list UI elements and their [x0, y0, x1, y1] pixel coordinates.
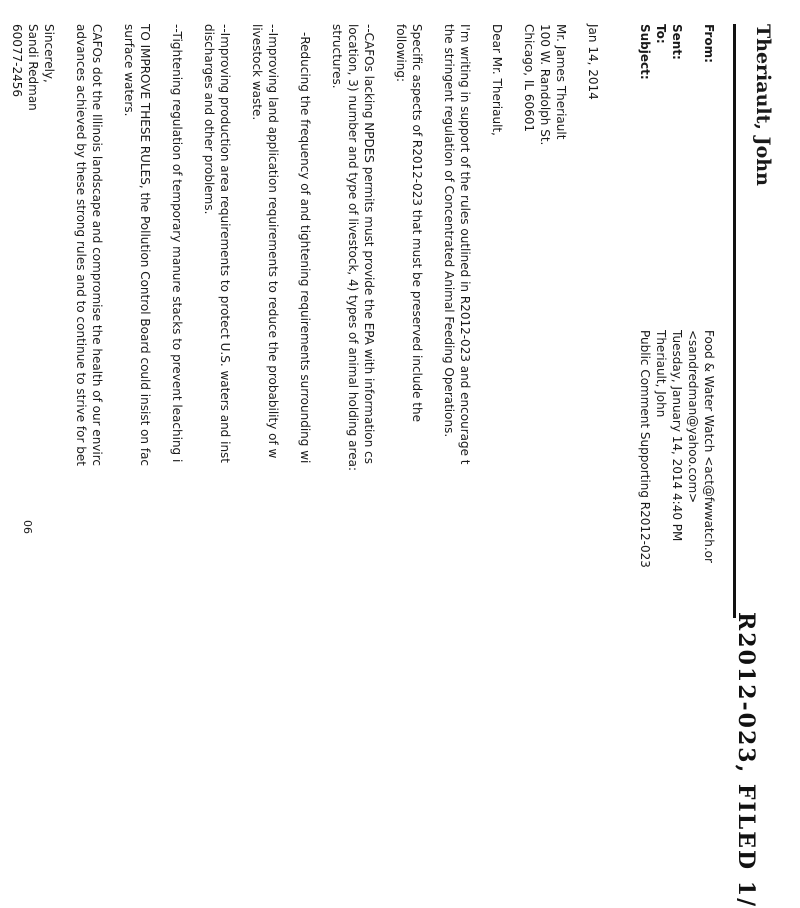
- paragraph-line: the stringent regulation of Concentrated Animal Feeding Operations.: [442, 24, 456, 438]
- list-item: --CAFOs lacking NPDES permits must provide the EPA with information cs: [362, 24, 376, 464]
- from-value: Food & Water Watch <act@fwwatch.or: [702, 330, 716, 563]
- paragraph-line: Specific aspects of R2012-023 that must be preserved include the: [410, 24, 424, 423]
- paragraph-line: TO IMPROVE THESE RULES, the Pollution Control Board could insist on fac: [138, 24, 152, 467]
- from-label: From:: [702, 24, 716, 63]
- list-item: -Reducing the frequency of and tightening requirements surrounding wi: [298, 32, 312, 464]
- to-value: Theriault, John: [654, 330, 668, 418]
- header-divider: [733, 24, 736, 618]
- paragraph-line: following:: [394, 24, 408, 82]
- paragraph-line: I'm writing in support of the rules outlined in R2012-023 and encourage t: [458, 24, 472, 465]
- subject-value: Public Comment Supporting R2012-023: [638, 330, 652, 568]
- list-item: discharges and other problems.: [202, 24, 216, 215]
- sender-name: Theriault, John: [752, 24, 774, 186]
- sent-label: Sent:: [670, 24, 684, 60]
- paragraph-line: CAFOs dot the Illinois landscape and compromise the health of our envirc: [90, 24, 104, 467]
- page-number: 06: [21, 520, 34, 534]
- list-item: --Tightening regulation of temporary manure stacks to prevent leaching i: [170, 24, 184, 463]
- list-item: location, 3) number and type of livestock, 4) types of animal holding area:: [346, 24, 360, 471]
- subject-label: Subject:: [638, 24, 652, 80]
- paragraph-line: surface waters.: [122, 24, 136, 117]
- salutation: Dear Mr. Theriault,: [490, 24, 504, 136]
- list-item: --Improving production area requirements to protect U.S. waters and inst: [218, 24, 232, 464]
- list-item: structures.: [330, 24, 344, 89]
- letter-date: Jan 14, 2014: [586, 24, 600, 100]
- sent-value: Tuesday, January 14, 2014 4:40 PM: [670, 330, 684, 542]
- signature-zip: 60077-2456: [10, 24, 24, 98]
- closing: Sincerely,: [42, 24, 56, 83]
- from-value-email: <sandredman@yahoo.com>: [686, 330, 700, 504]
- address-line: Mr. James Theriault: [554, 24, 568, 140]
- address-line: Chicago, IL 60601: [522, 24, 536, 133]
- paragraph-line: advances achieved by these strong rules and to continue to strive for bet: [74, 24, 88, 466]
- filing-stamp: R2012-023, FILED 1/: [733, 612, 759, 908]
- list-item: livestock waste.: [250, 24, 264, 121]
- address-line: 100 W. Randolph St.: [538, 24, 552, 146]
- signature-name: Sandi Redman: [26, 24, 40, 111]
- to-label: To:: [654, 24, 668, 44]
- list-item: --Improving land application requirements to reduce the probability of w: [266, 24, 280, 459]
